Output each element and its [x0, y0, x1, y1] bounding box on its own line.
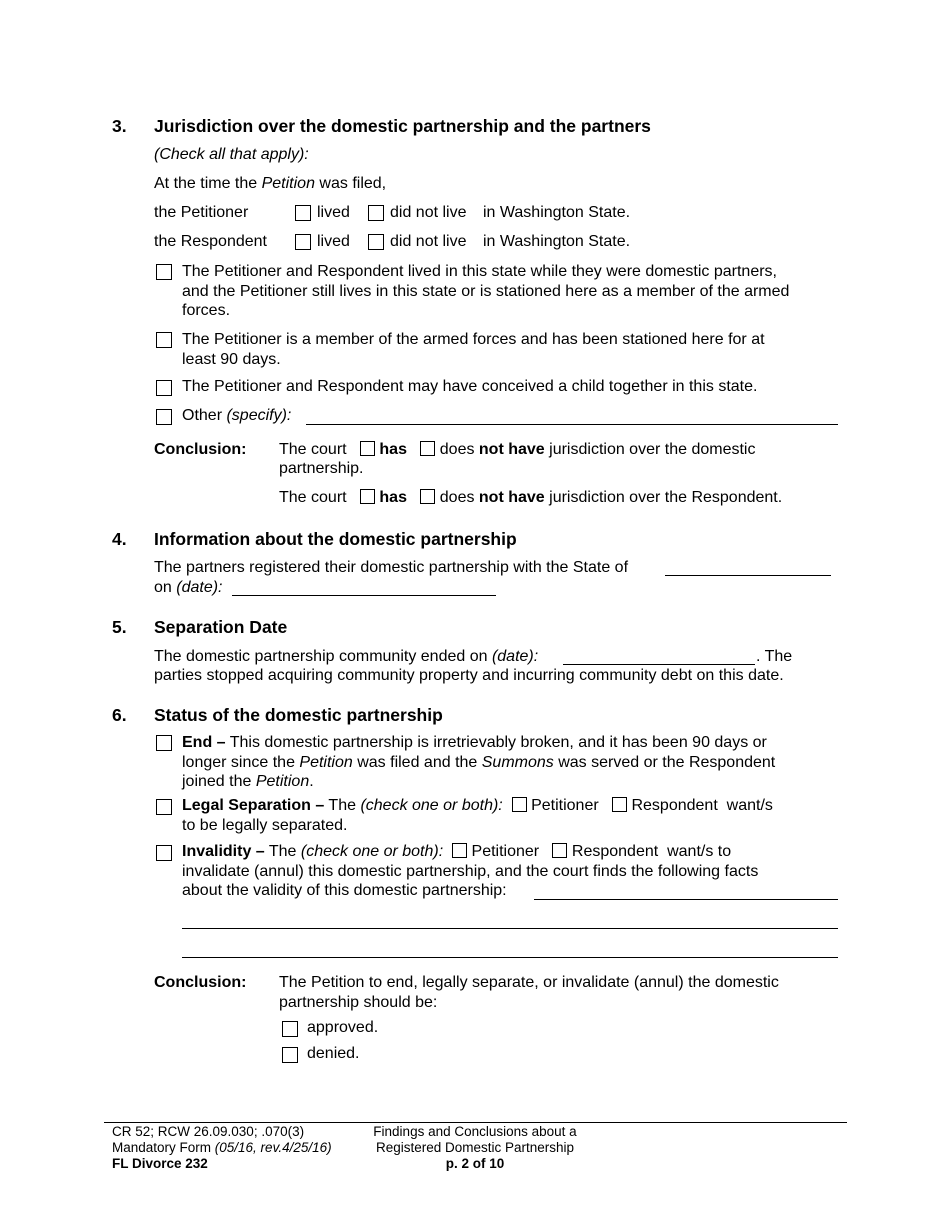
- legal-separation-text: Legal Separation – The (check one or both): Petitioner Respondent want/s: [182, 797, 773, 814]
- separation-date-label: The domestic partnership community ended on (date):: [154, 648, 539, 665]
- invalidity-respondent-checkbox[interactable]: [552, 843, 567, 858]
- armed-forces-checkbox[interactable]: [156, 332, 172, 348]
- footer-center: Findings and Conclusions about a Registered Domestic Partnership p. 2 of 10: [373, 1124, 577, 1171]
- lived-while-partners-text: The Petitioner and Respondent lived in this state while they were domestic partners, and the Petitioner still lives in this state or is stationed here as a member of the armed forces.: [182, 263, 790, 319]
- registered-date-label: on (date):: [154, 579, 223, 596]
- legal-respondent-checkbox[interactable]: [612, 797, 627, 812]
- denied-label: denied.: [307, 1045, 360, 1062]
- registered-state-field[interactable]: [665, 575, 831, 576]
- section-5-title: Separation Date: [154, 617, 288, 637]
- separation-the: . The: [756, 648, 793, 665]
- end-checkbox[interactable]: [156, 735, 172, 751]
- end-text: End – This domestic partnership is irretrievably broken, and it has been 90 days or longer since the Petition was filed and the Summons was served or the Respondent joined the Petition.: [182, 734, 776, 790]
- partnership-word: partnership.: [279, 460, 364, 477]
- petitioner-lived-label: lived: [317, 204, 350, 221]
- conceived-child-text: The Petitioner and Respondent may have conceived a child together in this state.: [182, 378, 758, 395]
- invalidity-facts-line-3[interactable]: [182, 957, 838, 958]
- invalidity-petitioner-checkbox[interactable]: [452, 843, 467, 858]
- respondent-label: the Respondent: [154, 233, 267, 250]
- section-6-number: 6.: [112, 705, 127, 725]
- invalidity-checkbox[interactable]: [156, 845, 172, 861]
- petitioner-did-not-live-label: did not live: [390, 204, 467, 221]
- section-5-number: 5.: [112, 617, 127, 637]
- respondent-in-wa: in Washington State.: [483, 233, 631, 250]
- check-all-instruction: (Check all that apply):: [154, 146, 309, 163]
- section-3-number: 3.: [112, 116, 127, 136]
- other-label: Other (specify):: [182, 407, 292, 424]
- registered-state-text: The partners registered their domestic partnership with the State of: [154, 559, 629, 576]
- section-6-conclusion-label: Conclusion:: [154, 974, 247, 991]
- approved-checkbox[interactable]: [282, 1021, 298, 1037]
- invalidity-facts-line-1[interactable]: [534, 899, 838, 900]
- respondent-lived-checkbox[interactable]: [295, 234, 311, 250]
- invalidity-text: Invalidity – The (check one or both): Petitioner Respondent want/s to: [182, 843, 732, 860]
- invalidity-text-l2: invalidate (annul) this domestic partnership, and the court finds the following facts: [182, 863, 759, 880]
- respondent-did-not-live-checkbox[interactable]: [368, 234, 384, 250]
- conceived-child-checkbox[interactable]: [156, 380, 172, 396]
- invalidity-text-l3: about the validity of this domestic partnership:: [182, 882, 507, 899]
- court-has-partnership-checkbox[interactable]: [360, 441, 375, 456]
- petitioner-did-not-live-checkbox[interactable]: [368, 205, 384, 221]
- court-has-respondent-checkbox[interactable]: [360, 489, 375, 504]
- lived-while-partners-checkbox[interactable]: [156, 264, 172, 280]
- section-6-title: Status of the domestic partnership: [154, 705, 443, 725]
- legal-separation-text-l2: to be legally separated.: [182, 817, 348, 834]
- court-respondent-text: The court has does not have jurisdiction over the Respondent.: [279, 489, 783, 506]
- respondent-did-not-live-label: did not live: [390, 233, 467, 250]
- footer-rule: [104, 1122, 847, 1123]
- section-3-title: Jurisdiction over the domestic partnership and the partners: [154, 116, 651, 136]
- conclusion-text-l2: partnership should be:: [279, 994, 438, 1011]
- section-4-title: Information about the domestic partnership: [154, 529, 517, 549]
- court-not-have-partnership-checkbox[interactable]: [420, 441, 435, 456]
- armed-forces-text: The Petitioner is a member of the armed forces and has been stationed here for at least 90 days.: [182, 331, 765, 368]
- court-not-have-respondent-checkbox[interactable]: [420, 489, 435, 504]
- other-specify-field[interactable]: [306, 424, 838, 425]
- section-3-conclusion-label: Conclusion:: [154, 441, 247, 458]
- petitioner-label: the Petitioner: [154, 204, 249, 221]
- footer-left: CR 52; RCW 26.09.030; .070(3) Mandatory Form (05/16, rev.4/25/16) FL Divorce 232: [112, 1124, 332, 1171]
- invalidity-facts-line-2[interactable]: [182, 928, 838, 929]
- petitioner-in-wa: in Washington State.: [483, 204, 631, 221]
- court-partnership-text: The court has does not have jurisdiction over the domestic: [279, 441, 756, 458]
- separation-text-l2: parties stopped acquiring community property and incurring community debt on this date.: [154, 667, 784, 684]
- other-checkbox[interactable]: [156, 409, 172, 425]
- separation-date-field[interactable]: [563, 664, 755, 665]
- petitioner-lived-checkbox[interactable]: [295, 205, 311, 221]
- legal-separation-checkbox[interactable]: [156, 799, 172, 815]
- section-4-number: 4.: [112, 529, 127, 549]
- conclusion-text-l1: The Petition to end, legally separate, or invalidate (annul) the domestic: [279, 974, 779, 991]
- at-time-text: At the time the Petition was filed,: [154, 175, 387, 192]
- approved-label: approved.: [307, 1019, 379, 1036]
- respondent-lived-label: lived: [317, 233, 350, 250]
- denied-checkbox[interactable]: [282, 1047, 298, 1063]
- registered-date-field[interactable]: [232, 595, 496, 596]
- legal-petitioner-checkbox[interactable]: [512, 797, 527, 812]
